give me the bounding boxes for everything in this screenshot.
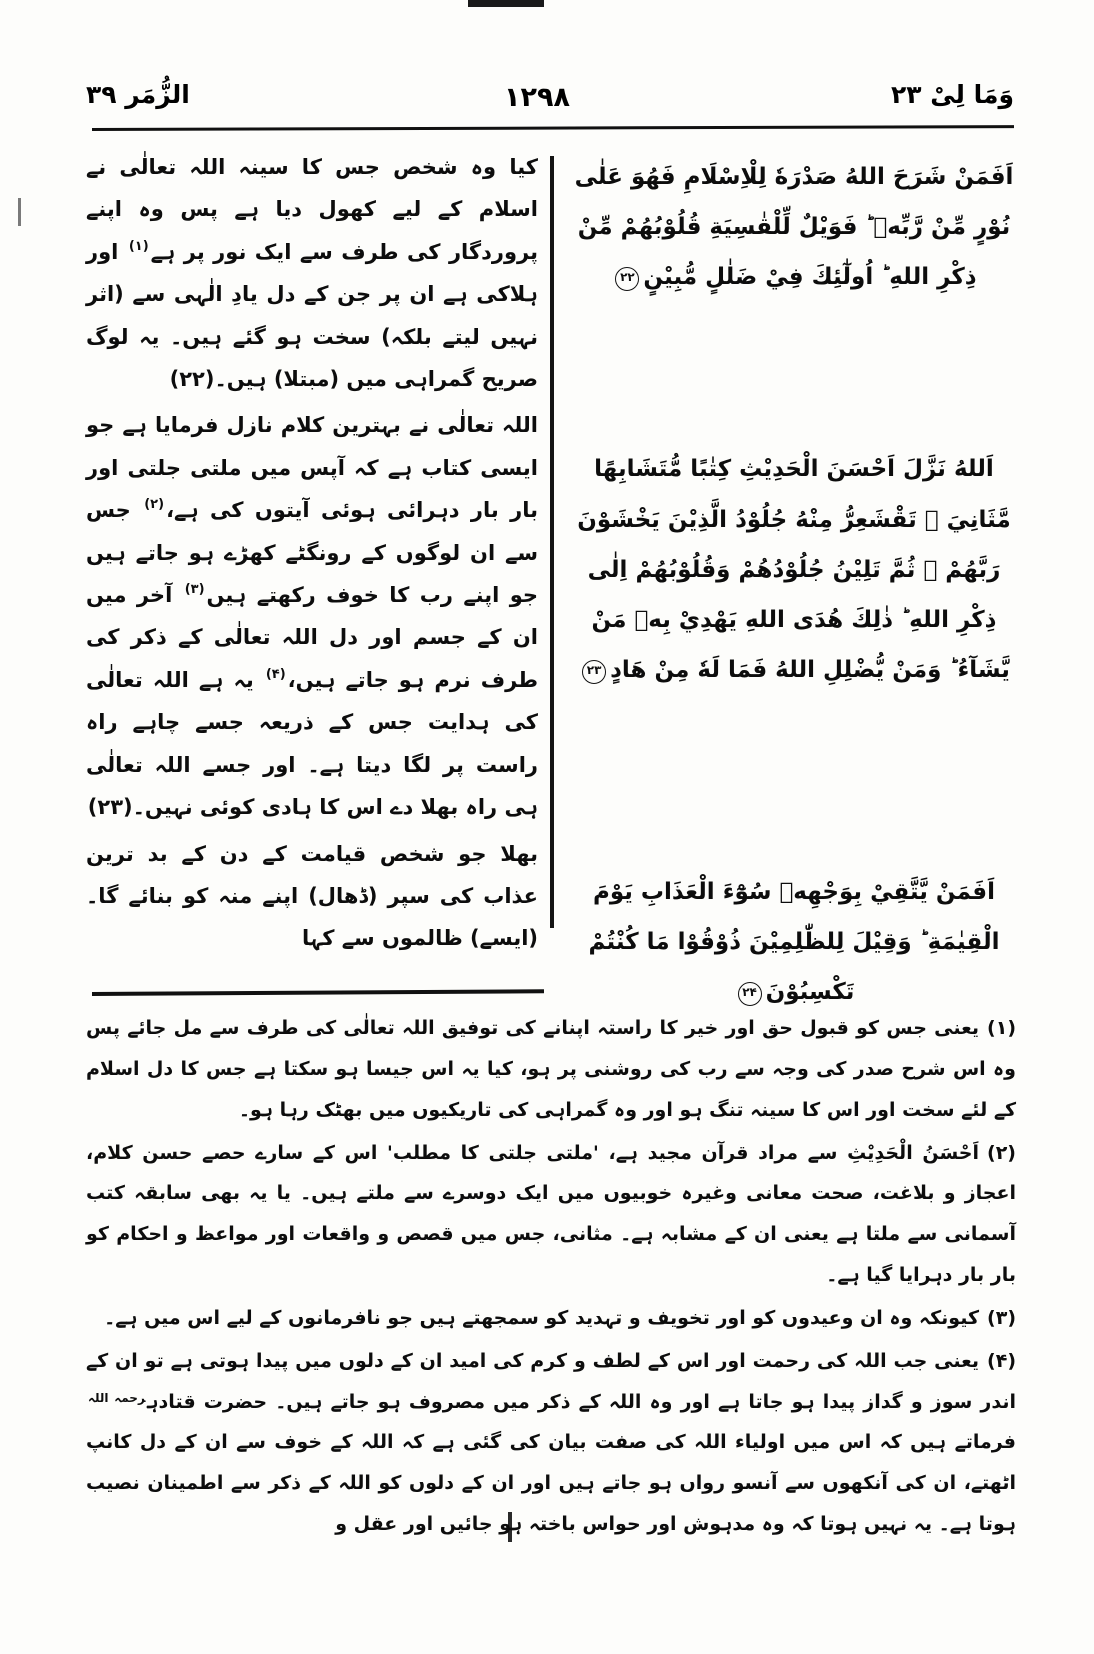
ayah-line: اَفَمَنْ يَّتَّقِيْ بِوَجْهِهٖ سُوْٓءَ الْعَذَابِ يَوْمَ الْقِيٰمَةِ ؕ وَقِيْلَ <box>592 879 1000 956</box>
ayah-number-marker-23: ۲۳ <box>582 660 606 684</box>
footnote-2 <box>86 1133 1016 1296</box>
urdu-text-segment: اللہ تعالٰی نے بہترین کلام نازل فرمایا ہے جو ایسی کتاب ہے کہ آپس میں ملتی جلتی اور بار بار دہرائی ہوئی آیتوں کی ہے، <box>86 413 538 523</box>
footnote-body-4-part2: فرماتے ہیں کہ اس میں اولیاء اللہ کی صفت بیان کی گئی ہے کہ اللہ کے خوف سے ان کے دل کانپ اٹھتے، ان کی آنکھوں سے آنسو رواں ہو جاتے ہیں اور ان کے دلوں کو اللہ کے ذکر سے اطمینان نصیب ہوتا ہے۔ یہ نہیں ہوتا کہ وہ مدہوش اور حواس باختہ ہو جائیں اور عقل و <box>86 1431 1016 1536</box>
footnote-reference-1: (۱) <box>128 238 149 254</box>
ayah-line: يُّضْلِلِ اللهُ فَمَا لَهٗ مِنْ هَادٍ <box>610 656 885 683</box>
footnote-reference-2: (۲) <box>144 497 165 513</box>
page-header <box>86 72 1014 126</box>
footnote-divider-rule <box>92 989 544 996</box>
footnote-marker-4: (۴) <box>987 1349 1016 1372</box>
ayah-line: لِلظّٰلِمِيْنَ ذُوْقُوْا مَا كُنْتُمْ تَكْسِبُوْنَ <box>588 929 855 1006</box>
ayah-line: اِلٰى ذِكْرِ اللهِ ؕ ذٰلِكَ هُدَى اللهِ يَهْدِيْ بِهٖ مَنْ يَّشَآءُ ؕ وَمَنْ <box>587 556 1010 683</box>
page-number: ۱۲۹۸ <box>504 82 570 113</box>
ayah-block-22 <box>572 152 1016 302</box>
ayah-line: اَللهُ نَزَّلَ اَحْسَنَ الْحَدِيْثِ كِتٰبًا مُّتَشَابِهًا مَّثَانِيَ ۙ تَقْشَعِرُّ مِنْهُ <box>594 456 1011 533</box>
footnote-1 <box>86 1008 1016 1131</box>
ayah-number-marker-22: ۲۲ <box>615 267 639 291</box>
footnote-reference-3: (۳) <box>184 582 205 598</box>
header-surah-label: الزُّمَر ۳۹ <box>86 80 190 109</box>
footnotes-section <box>86 1008 1016 1547</box>
urdu-text-segment: جس سے ان لوگوں کے رونگٹے کھڑے ہو جاتے ہیں جو اپنے رب کا خوف رکھتے ہیں <box>86 498 538 608</box>
ayah-number-marker-24: ۲۴ <box>738 982 762 1006</box>
urdu-text-segment: کیا وہ شخص جس کا سینہ اللہ تعالٰی نے اسلام کے لیے کھول دیا ہے پس وہ اپنے پروردگار کی طرف سے ایک نور پر ہے <box>86 155 539 264</box>
footnote-marker-2: (۲) <box>987 1141 1016 1164</box>
urdu-paragraph-ayah-22 <box>86 146 538 400</box>
urdu-text-segment: یہ ہے اللہ تعالٰی کی ہدایت جس کے ذریعہ جسے چاہے راہ راست پر لگا دیتا ہے۔ اور جسے اللہ تعالٰی ہی راہ بھلا دے اس کا ہادی کوئی نہیں۔ <box>86 667 538 820</box>
column-divider-rule <box>550 156 554 928</box>
footnote-4 <box>86 1341 1016 1545</box>
footnote-body-2: سے مراد قرآن مجید ہے، 'ملتی جلتی کا مطلب' اس کے سارے حصے حسن کلام، اعجاز و بلاغت، صحت معانی وغیرہ خوبیوں میں ایک دوسرے سے ملتے ہیں۔ یا یہ بھی سابقہ کتب آسمانی سے ملتا ہے یعنی ان کے مشابہ ہے۔ مثانی، جس میں قصص و واقعات اور مواعظ و احکام کو بار بار دہرایا گیا ہے۔ <box>86 1141 1016 1287</box>
verse-number-tag-22: (۲۲) <box>169 367 215 392</box>
footnote-marker-1: (۱) <box>987 1017 1016 1039</box>
urdu-text-segment: بھلا جو شخص قیامت کے دن کے بد ترین عذاب کی سپر (ڈھال) اپنے منہ کو بنائے گا۔ (ایسے) ظالموں سے کہا <box>86 841 538 951</box>
footnote-body-4-part1: یعنی جب اللہ کی رحمت اور اس کے لطف و کرم کی امید ان کے دلوں میں پیدا ہوتی ہے تو ان کے اندر سوز و گداز پیدا ہو جاتا ہے اور وہ اللہ کے ذکر میں مصروف ہو جاتے ہیں۔ حضرت قتادہ <box>86 1349 1016 1413</box>
ayah-block-24 <box>572 867 1016 1017</box>
footnote-arabic-lead: اَحْسَنُ الْحَدِیْثِ <box>847 1141 979 1164</box>
verse-number-tag-23: (۲۳) <box>87 795 133 820</box>
urdu-paragraph-ayah-24 <box>86 833 538 960</box>
scan-artifact-top <box>468 0 544 7</box>
ayah-line: لِّلْقٰسِيَةِ قُلُوْبُهُمْ مِّنْ ذِكْرِ اللهِ ؕ اُولٰٓئِكَ فِيْ ضَلٰلٍ مُّبِيْنٍ <box>577 214 977 291</box>
honorific-glyph: رحمہ اللہ <box>88 1390 146 1405</box>
footnote-body-1: یعنی جس کو قبول حق اور خیر کا راستہ اپنانے کی توفیق اللہ تعالٰی کی طرف سے مل جائے پس وہ اس شرح صدر کی وجہ سے رب کی روشنی پر ہو، کیا یہ اس جیسا ہو سکتا ہے جس کا دل اسلام کے لئے سخت اور اس کا سینہ تنگ ہو اور وہ گمراہی کی تاریکیوں میں بھٹک رہا ہو۔ <box>86 1017 1016 1121</box>
header-juz-label: وَمَا لِیْ ۲۳ <box>890 80 1014 109</box>
scan-artifact-left <box>18 198 21 226</box>
urdu-text-segment: آخر میں ان کے جسم اور دل اللہ تعالٰی کے ذکر کی طرف نرم ہو جاتے ہیں، <box>86 583 538 692</box>
body-columns <box>86 146 1016 1006</box>
footnote-reference-4: (۴) <box>265 666 286 682</box>
urdu-translation-column <box>86 146 538 964</box>
urdu-paragraph-ayah-23 <box>86 404 538 828</box>
footnote-3 <box>86 1298 1016 1339</box>
footnote-marker-3: (۳) <box>987 1306 1016 1329</box>
footnote-body-3: کیونکہ وہ ان وعیدوں کو اور تخویف و تہدید کو سمجھتے ہیں جو نافرمانوں کے لیے اس میں ہے۔ <box>104 1306 980 1329</box>
ayah-line: جُلُوْدُ الَّذِيْنَ يَخْشَوْنَ رَبَّهُمْ ۚ ثُمَّ تَلِيْنُ جُلُوْدُهُمْ وَقُلُوْبُهُمْ <box>577 506 1001 583</box>
urdu-text-segment: اور ہلاکی ہے ان پر جن کے دل یادِ الٰہی سے (اثر نہیں لیتے بلکہ) سخت ہو گئے ہیں۔ یہ لوگ صریح گمراہی میں (مبتلا) ہیں۔ <box>86 239 538 392</box>
ayah-line: اَفَمَنْ شَرَحَ اللهُ صَدْرَهٗ لِلْاِسْلَامِ فَهُوَ عَلٰى نُوْرٍ مِّنْ رَّبِّهٖ ؕ فَوَيْلٌ <box>574 164 1014 241</box>
arabic-scripture-column <box>572 146 1016 1017</box>
ayah-block-23 <box>572 444 1016 695</box>
